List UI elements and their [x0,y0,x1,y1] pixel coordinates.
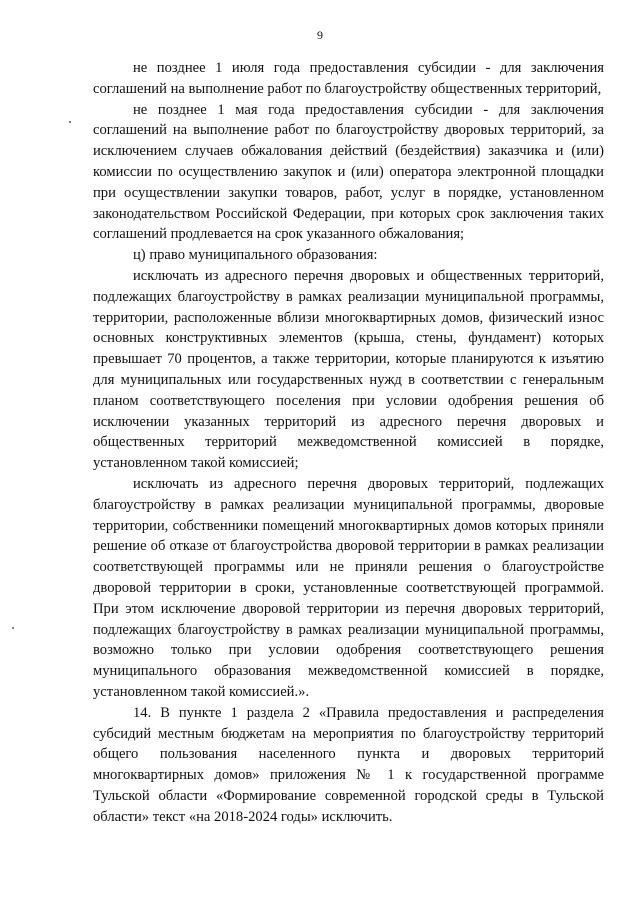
document-body [93,58,604,827]
paragraph: ц) право муниципального образования: [133,247,378,264]
scan-speck [69,121,71,123]
paragraph: исключать из адресного перечня дворовых территорий, подлежащих благоустройству в рамках реализации муниципальной программы, дворовые территории, собственники помещений многоквартирных домов которых приняли решение об отказе от благоустройства дворовой территории в рамках реализации соответствующей программы или не приняли решения о благоустройстве дворовой территории в сроки, установленные соответствующей программой. При этом исключение дворовой территории из перечня дворовых территорий, подлежащих благоустройству в рамках реализации муниципальной программы, возможно только при условии одобрения соответствующего решения муниципального образования межведомственной комиссией в порядке, установленном такой комиссией.». [93,475,604,700]
paragraph: не позднее 1 июля года предоставления субсидии - для заключения соглашений на выполнение работ по благоустройству общественных территорий, [93,60,604,97]
paragraph: исключать из адресного перечня дворовых и общественных территорий, подлежащих благоустройству в рамках реализации муниципальной программы, территории, расположенные вблизи многоквартирных домов, физический износ основных конструктивных элементов (крыша, стены, фундамент) которых превышает 70 процентов, а также территории, которые планируются к изъятию для муниципальных или государственных нужд в соответствии с генеральным планом соответствующего поселения при условии одобрения решения об исключении указанных территорий из адресного перечня дворовых и общественных территорий межведомственной комиссией в порядке, установленном такой комиссией; [93,267,604,472]
paragraph: 14. В пункте 1 раздела 2 «Правила предоставления и распределения субсидий местным бюджетам на мероприятия по благоустройству территорий общего пользования населенного пункта и дворовых территорий многоквартирных домов» приложения № 1 к государственной программе Тульской области «Формирование современной городской среды в Тульской области» текст «на 2018-2024 годы» исключить. [93,704,604,825]
scan-speck [12,627,14,629]
page-number: 9 [317,28,323,42]
paragraph: не позднее 1 мая года предоставления субсидии - для заключения соглашений на выполнение работ по благоустройству дворовых территорий, за исключением случаев обжалования действий (бездействия) заказчика и (или) комиссии по осуществлению закупок и (или) оператора электронной площадки при осуществлении закупки товаров, работ, услуг в порядке, установленном законодательством Российской Федерации, при которых срок заключения таких соглашений продлевается на срок указанного обжалования; [93,101,604,243]
